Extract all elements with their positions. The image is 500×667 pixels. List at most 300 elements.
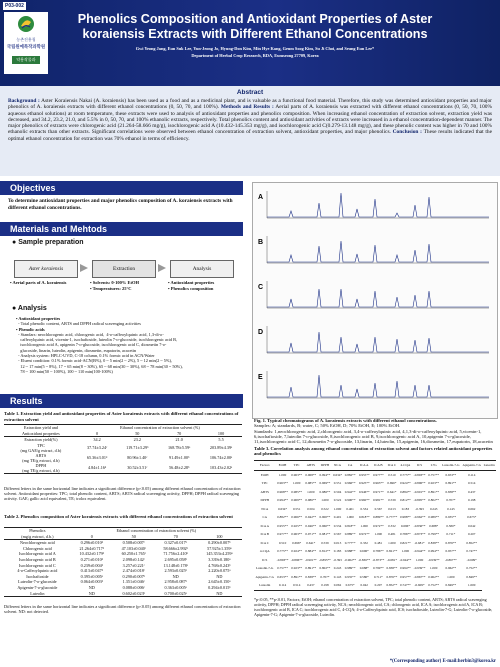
t2-cell: 2.645±0.150ᵃ <box>208 579 231 585</box>
table3-cell: 0.534 <box>333 523 342 528</box>
table3-cell: 0.522 <box>321 506 329 511</box>
table3-cell: 0.653** <box>445 472 457 477</box>
table3-cell: 0.989** <box>344 566 356 570</box>
table3-cell: 0.437 <box>468 489 476 494</box>
poster-header <box>0 0 500 86</box>
t2-row-label: Luteolin <box>30 590 45 596</box>
table3-cell: 4-CQA <box>259 549 270 553</box>
t2-row-label: 4-o-Caffeoylquinic acid <box>17 568 58 574</box>
table3-cell: 0.838** <box>305 574 317 579</box>
table3-cell: ICA A <box>260 523 269 528</box>
flow-step-extraction: Extraction <box>92 260 156 278</box>
table3-cell: 0.514 <box>468 481 476 485</box>
t1-row-label: DPPH <box>35 462 47 468</box>
table3-cell: 0.972** <box>358 532 370 536</box>
t2-cell: 145.353±4.259ᵃ <box>206 551 233 557</box>
table3-cell: 0.401 <box>333 515 342 519</box>
table3-cell: 0.957** <box>445 549 457 553</box>
table3-col-header: Apigenin-7-G <box>461 461 482 471</box>
t2-cell: 2.958±0.087ᵇ <box>164 579 187 585</box>
table2-note: Different letters in the same horizontal line indicates a significant difference (p<0.05) among different ethanol concentration of extraction solvent. ND: not detected. <box>4 604 241 615</box>
table3-cell: 0.994** <box>400 566 411 570</box>
table3-cell: 0.994** <box>277 498 288 502</box>
t1-cell: 80.96±1.40ᶜ <box>127 454 148 460</box>
table3-cell: 0.889** <box>344 532 356 536</box>
table1-header-label2: Antioxidant properties <box>4 431 78 437</box>
table3-row <box>254 573 496 582</box>
t1-row-label: ABTS <box>35 452 47 458</box>
table3-cell: 0.062 <box>332 581 343 590</box>
table3-cell: 0.747** <box>466 549 478 553</box>
t2-cell: ND <box>216 573 223 579</box>
table3-cell: 0.567 <box>333 532 342 536</box>
table3-cell: 0.969** <box>291 498 303 502</box>
table3-cell: -0.873** <box>372 557 385 562</box>
analysis-line: - Analysis system: HPLC-UVD, C-18 column, 0.1% formic acid in ACN/Water <box>16 353 155 359</box>
table3-cell: 0.957** <box>400 574 411 579</box>
table3-cell: 0.634* <box>277 506 288 511</box>
table3-cell: 0.955** <box>277 523 288 528</box>
table3-cell: 0.013 <box>388 506 396 511</box>
table3-cell: 0.013 <box>333 540 342 545</box>
table3-cell: 0.143 <box>447 506 455 511</box>
table3-cell: 0.183 <box>401 506 410 511</box>
t2-cell: 0.294±0.015ᵇ <box>208 584 231 590</box>
table3-cell: 0.971** <box>305 532 317 536</box>
table3-cell: 0.924** <box>291 549 303 553</box>
abstract-heading: Abstract <box>236 89 264 96</box>
table3-cell: 0.711* <box>446 532 456 536</box>
table3-cell: -0.901** <box>413 489 426 494</box>
sample-prep-heading: ● Sample preparation <box>12 239 84 246</box>
analysis-line: isochlorogenic acid A, apigenin 7-o-glucoside, isochlorogenic acid C, diosmetin 7-o- <box>16 342 167 348</box>
table3-cell: 0.675* <box>343 581 357 590</box>
chromatogram-trace <box>267 193 489 217</box>
table3-cell: 0.688* <box>359 566 369 570</box>
table3-cell: 0.752** <box>427 581 441 590</box>
t1-row-unit: (mg GAE/g extract, d.b) <box>20 447 62 453</box>
table3-cell: 0.981** <box>319 532 331 536</box>
chromatogram-trace <box>267 241 489 262</box>
table3-cell: -0.609* <box>412 581 426 590</box>
t2-cell: 0.395±0.005ᵃ <box>80 573 103 579</box>
chromatogram-trace <box>267 375 489 397</box>
authors: Gwi Yeong Jang, Eun Suk Lee, Yun-Jeong Jo, Hyung-Don Kim, Min Hye Kang, Geum Soog Kim, Su Ji Choi, and Seung Eun Lee* <box>135 46 375 51</box>
table3-cell: 1.000 <box>447 574 455 579</box>
table3-row <box>254 556 496 565</box>
table3-cell: ICA B <box>260 532 269 536</box>
t2-cell: 0.700±0.025ᵃ <box>155 591 197 597</box>
table3-cell: 0.985** <box>305 481 317 485</box>
table3-cell: 0.799** <box>373 566 384 570</box>
table3-cell: 0.818** <box>358 515 370 519</box>
analysis-line: - Eluent condition: 0.1% formic acid-ACN(B%), 0 ~ 5 min(2 ~ 2%), 5 ~ 12 min(2 ~ 5%), <box>16 358 172 364</box>
table3-cell: 0.963** <box>291 532 303 536</box>
institution-logo <box>4 12 48 74</box>
table3-cell: 0.641* <box>306 540 316 545</box>
table1-caption: Table 1. Extraction yield and antioxidant properties of Aster koraiensis extracts with different ethanol concentrations of extraction solvent <box>4 411 239 422</box>
table3-cell: 0.968** <box>305 472 317 477</box>
table3-cell: 0.942** <box>344 489 356 494</box>
table3-cell: 0.985** <box>291 489 303 494</box>
t2-row-name <box>4 591 71 597</box>
table3-cell: 0.752** <box>466 566 478 570</box>
table3-cell: 0.401 <box>346 506 354 511</box>
table3-cell: 1.000 <box>401 549 410 553</box>
table3-cell: 0.960** <box>358 498 370 502</box>
t1-cell: 30.52±3.51ᶜ <box>116 463 158 474</box>
table3-cell: 0.891** <box>305 566 317 570</box>
table3-cell: 0.539 <box>321 540 329 545</box>
table3-cell: 0.042 <box>357 581 371 590</box>
table3-cell: Luteolin-7-G <box>256 566 274 570</box>
t1-cell: 21.0 <box>175 437 183 443</box>
table3-cell: 0.567 <box>374 506 383 511</box>
table3-cell: 0.935** <box>344 574 356 579</box>
chromatogram-panel <box>257 189 493 221</box>
table3-col-header: Luteolin <box>482 461 496 471</box>
chromatogram-label: B <box>258 239 264 246</box>
arrow-right-icon <box>158 264 166 272</box>
t2-cell: 0.290±0.007ᵇ <box>208 540 231 546</box>
table3-cell: 0.786** <box>400 532 411 536</box>
table3-cell: 0.989** <box>428 515 440 519</box>
table3-cell: 1.000 <box>292 481 301 485</box>
table3-cell: 0.777** <box>344 540 356 545</box>
table3-cell: 0.114 <box>275 581 289 590</box>
background-text: Aster Koraiensis Nakai (A. koraiensis) has been used as a food and as a medicinal plant, and is valuable as a functional food material. Therefore, this study was determined antioxidant properties and major phenolics of A. koraiensis extracts with different ethanol concentrations (0, 50, 70, and 100%). <box>8 98 492 111</box>
table3-col-header: NCA <box>332 461 343 471</box>
table3-cell: 0.183 <box>333 549 342 553</box>
table3-cell: 0.481 <box>388 532 396 536</box>
table3-cell: 0.968** <box>277 489 288 494</box>
table3-cell: 0.675* <box>467 515 477 519</box>
table3-cell: -0.895** <box>413 498 426 502</box>
table3-cell: 0.960** <box>319 523 331 528</box>
table3-cell: 0.062 <box>468 506 476 511</box>
contact-info: *(Corresponding author) E-mail:herbin3@korea.kr <box>389 659 496 664</box>
t1-row-unit: (mg TE/g extract, d.b) <box>22 457 60 463</box>
t1-cell: 106.74±2.00ᵃ <box>209 454 233 460</box>
analysis-list <box>16 316 244 374</box>
logo-dept-name: 약용작물과 <box>12 56 40 64</box>
t1-cell: 168.78±5.59ᵃ <box>168 444 191 450</box>
t1-cell: 34.2 <box>93 437 101 443</box>
t2-cell: ND <box>71 591 113 597</box>
table3-cell: -0.836** <box>413 523 426 528</box>
table3-row <box>254 496 496 505</box>
abstract-body <box>8 98 492 142</box>
t2-cell: 71.756±2.410ᵇ <box>163 551 188 557</box>
table3-col-header: L7G <box>427 461 441 471</box>
table3-cell: 0.481 <box>374 540 383 545</box>
table3-cell: 0.504 <box>307 506 315 511</box>
analysis-line: • Antioxidant properties <box>16 316 61 321</box>
t2-cell: 60.250±1.765ᶜ <box>121 551 146 557</box>
table3-cell: 0.534 <box>360 506 368 511</box>
table3-cell: 0.551 <box>292 506 301 511</box>
table3-cell: 0.969** <box>319 481 331 485</box>
t2-cell: 21.264±0.717ᵈ <box>79 545 105 551</box>
table3-cell: 0.977** <box>373 472 384 477</box>
analysis-line: 12 ~ 17 min(5 ~ 8%), 17 ~ 65 min(8 ~ 30%), 65 ~ 68 min(30 ~ 30%), 68 ~ 78 min(30 ~ 50%), <box>16 363 183 369</box>
table3-cell: 0.966** <box>291 515 303 519</box>
table3-cell: 0.838** <box>428 540 440 545</box>
table3-cell: 0.986** <box>319 489 331 494</box>
table3-col-header: ICA C <box>385 461 398 471</box>
table3-cell: 0.962** <box>428 574 440 579</box>
table3-cell: 0.994** <box>428 549 440 553</box>
table3-cell: -0.609* <box>466 557 477 562</box>
t2-cell: 3.257±0.221ᶜ <box>122 562 145 568</box>
table3-cell: 0.963** <box>373 481 384 485</box>
sample-prep-label: Sample preparation <box>18 239 84 246</box>
arrow-right-icon <box>80 264 88 272</box>
table3-cell: 0.707* <box>320 574 330 579</box>
table3-col-header: ICA B <box>371 461 385 471</box>
table3-cell: -0.836** <box>358 557 371 562</box>
t1-cell: 4.84±1.16ᵈ <box>78 463 117 474</box>
t2-cell: 58.666±2.992ᵇ <box>163 545 188 551</box>
table3-col-header: ICS <box>412 461 426 471</box>
t2-cell: 10.432±0.179ᵈ <box>79 551 105 557</box>
t2-cell: ND <box>172 573 179 579</box>
table3-note: *p<0.05, **p<0.01, Factors; EtOH; ethanol concentration of extraction solvent, TPC; total phenolic content, ABTS; ABTS radical scavenging activity, DPPH; DPPH radical scavenging activity, NCA; neochlorogenic acid, CA; chlorogenic acid, ICA A; isochlorogenic acid A, ICA B; isochlorogenic acid B, ICA C; isochlorogenic acid C, 4-CQA; 4-o-Caffeoylquinic acid, ICS; isochaftoside, Luteolin-7-G; Luteolin-7-o-glucoside, Apigenin-7-G; Apigenin-7-o-glucoside, Luteolin. <box>254 597 493 617</box>
table3-cell: 0.711* <box>373 574 383 579</box>
table3-cell: 0.955** <box>358 472 370 477</box>
table3-cell: 0.747** <box>398 581 412 590</box>
table3-cell: 1.000 <box>374 532 383 536</box>
table3-cell: -0.901** <box>304 557 317 562</box>
t2-cell: 2.474±0.018ᶜ <box>122 568 145 574</box>
abstract-section <box>0 86 500 176</box>
analysis-line: - Total phenolic content, ABTS and DPPH radical scavenging activities <box>16 321 141 327</box>
methods-heading: Materials and Mehtods <box>0 222 243 236</box>
table3-cell: 0.838** <box>386 566 398 570</box>
table3-cell: 0.510 <box>278 540 287 545</box>
table3-cell: 1.000 <box>360 523 368 528</box>
table1-note: Different letters in the same horizontal line indicates a significant difference (p<0.05) among different ethanol concentration of extraction solvent. Antioxidant properties: TPC; total phenolic content, ABTS; ABTS radical scavenging activity, DPPH; DPPH radical scavenging activity. GAE; gallic acid equivalent, TE; trolox equivalent. <box>4 486 241 502</box>
table3-cell: 0.198 <box>468 498 476 502</box>
table3-cell: 0.812** <box>319 549 331 553</box>
t1-row <box>4 463 242 474</box>
table3-cell: 0.696* <box>387 481 397 485</box>
table3-cell: 0.757** <box>277 566 288 570</box>
flow-step-analysis: Analysis <box>170 260 234 278</box>
table3-cell: 1.000 <box>461 581 482 590</box>
table3-cell: 1.000 <box>388 540 396 545</box>
table3-col-header: CA <box>343 461 357 471</box>
table3-cell: 0.942** <box>305 515 317 519</box>
table3-row <box>254 539 496 548</box>
table3-cell: 0.775** <box>277 549 288 553</box>
table3-cell: 0.042 <box>468 523 476 528</box>
t2-col-header: 100 <box>197 534 242 540</box>
table3-cell: 0.580* <box>359 574 369 579</box>
objectives-heading: Objectives <box>0 181 243 195</box>
table3-col-header: TPC <box>290 461 304 471</box>
t2-cell: 2.593±0.025ᵇ <box>164 568 187 574</box>
t2-cell: 0.088±0.006ᶜ <box>122 584 145 590</box>
results-heading: Results <box>0 394 243 408</box>
table3-col-header: EtOH <box>275 461 289 471</box>
table3-cell: 0.946** <box>305 523 317 528</box>
table3-cell: 0.634* <box>332 472 343 477</box>
t2-cell: 0.239±0.004ᵈ <box>80 562 104 568</box>
table3-row <box>254 547 496 556</box>
table3-cell: 0.838** <box>445 489 457 494</box>
table3-cell: 0.821** <box>400 540 411 545</box>
table3-col-header: Factors <box>254 461 275 471</box>
table3-col-header: 4-CQA <box>398 461 412 471</box>
t1-cell: 23.2 <box>133 437 141 443</box>
conclusion-label: Conclusion : <box>392 129 422 136</box>
chromatogram-figure <box>252 182 498 419</box>
t2-cell: 0.413±0.047ᵈ <box>80 568 104 574</box>
t1-row <box>4 443 242 453</box>
t1-cell: 56.48±2.28ᵇ <box>158 463 200 474</box>
table3-cell: 0.504 <box>333 489 342 494</box>
t1-cell: 5.5 <box>218 437 224 443</box>
t2-cell: 0.271±0.010ᵈ <box>80 556 104 562</box>
table3-cell: 0.332 <box>360 540 368 545</box>
analysis-label: Analysis <box>17 305 47 312</box>
t1-row <box>4 453 242 463</box>
figure1-caption <box>254 418 496 444</box>
table2 <box>4 527 242 597</box>
table3-cell: 0.641* <box>387 489 397 494</box>
table3-row <box>254 530 496 539</box>
table3-row <box>254 581 496 590</box>
table3-caption: Table 3. Correlation analysis among ethanol concentration of extraction solvent and factors related antioxidant properties and phenolics <box>254 446 493 457</box>
table3-cell: 1.000 <box>307 489 315 494</box>
table3-cell: 0.925** <box>291 523 303 528</box>
table3-cell: 0.243 <box>429 506 438 511</box>
table3-cell: ICS <box>262 557 268 562</box>
table3-cell: 0.243 <box>333 566 342 570</box>
table3-cell: EtOH <box>260 472 269 477</box>
table3-cell: 0.522 <box>333 498 342 502</box>
table3-row <box>254 513 496 522</box>
table2-caption: Table 2. Phenolics composition of Aster koraiensis extracts with different ethanol concentrations of extraction solvent <box>4 514 233 519</box>
t2-cell: 57.925±1.359ᵃ <box>207 545 232 551</box>
table3-cell: 0.849** <box>441 581 461 590</box>
table3-cell: 0.988** <box>344 549 356 553</box>
t2-col-header: 50 <box>113 534 155 540</box>
t2-row-label: Isochlorogenic acid B <box>18 556 56 562</box>
t2-cell: 2.098±0.142ᶜ <box>122 556 145 562</box>
table3-cell: 0.925** <box>358 481 370 485</box>
table3-cell: -0.393 <box>333 557 342 562</box>
table3 <box>254 460 496 591</box>
table3-cell: Luteolin <box>254 581 275 590</box>
table3-cell: 0.891** <box>291 574 303 579</box>
table3-cell: 0.988** <box>400 515 411 519</box>
table3-cell: -0.873** <box>413 532 426 536</box>
table3-cell: 0.818** <box>344 523 356 528</box>
table3-cell: 0.946** <box>358 489 370 494</box>
table3-cell: 0.696* <box>359 549 369 553</box>
table3-cell: TPC <box>261 481 268 485</box>
table3-cell: 0.876** <box>445 540 457 545</box>
table3-row <box>254 488 496 497</box>
table3-cell: 0.198 <box>318 581 332 590</box>
table3-row <box>254 479 496 488</box>
flow-step-plant: Aster koraiensis <box>14 260 78 278</box>
table3-cell: 1.000 <box>429 566 438 570</box>
table3-cell: 0.539 <box>388 498 396 502</box>
table3-col-header: ICA A <box>357 461 371 471</box>
table3-cell: 0.852** <box>466 540 478 545</box>
t1-row-name <box>4 443 78 453</box>
t1-row-name <box>4 453 78 463</box>
t1-row-unit: (mg TE/g extract, d.b) <box>22 467 60 473</box>
table3-cell: 0.207 <box>468 532 476 536</box>
table3-cell: 0.994** <box>319 472 331 477</box>
table1-header-label: Extraction yield and <box>4 425 78 431</box>
table3-cell: 0.786** <box>373 549 384 553</box>
table3-cell: 0.207 <box>371 581 385 590</box>
t2-cell: 3.339±0.180ᵃ <box>208 556 231 562</box>
t1-cell: 65.36±3.01ᵈ <box>86 454 108 460</box>
table3-cell: 0.963** <box>277 481 288 485</box>
table3-cell: 0.962** <box>445 566 457 570</box>
t2-row-label: Chlorogenic acid <box>23 545 52 551</box>
methods-results-label: Methods and Results : <box>220 104 274 111</box>
logo-org-name: 농촌진흥청 <box>16 37 36 42</box>
table2-header-span: Ethanol concentration of extraction solvent (%) <box>71 528 242 534</box>
table3-cell: 0.849** <box>466 574 478 579</box>
table3-cell: 0.696* <box>400 523 410 528</box>
table3-row <box>254 470 496 479</box>
figure1-caption-line: Standards: 1,neochlorogenic acid, 2,chlorogenic acid, 3,4-o-caffeoylquinic acid, 4,1,3-di-o-caffeoylquinic acid, 5,vicenin-1, 6,isochaftoside, 7,luteolin 7-o-glucoside, 8,isochlorogenic acid B, 9,isochlorogenic acid A, 10,apigenin 7-o-glucoside, 11,isochlorogenic acid C, 12,diosmetin 7-o-glucoside, 13,linarin, 14,luteolin, 15,apigenin, 16,diosmetin, 17,eupatorin, 18,acacetin <box>254 428 493 445</box>
analysis-line: 78 ~ 100 min(50 ~ 100%), 100 ~ 110 min(100-100%) <box>16 368 113 374</box>
table3-cell: 0.802** <box>319 566 331 570</box>
t2-col-header: 70 <box>155 534 197 540</box>
table3-cell: 0.876** <box>386 574 398 579</box>
table3-cell: -0.962** <box>344 557 357 562</box>
background-label: Background : <box>8 98 40 104</box>
table3-cell: DPPH <box>260 498 269 502</box>
t1-col-header: 70 <box>158 431 200 437</box>
chromatogram-label: A <box>258 194 264 201</box>
figure1-caption-line: Fig. 1. Typical chromatograms of A. koraiensis extracts with different ethanol concentrations. <box>254 418 437 423</box>
t2-cell: 0.296±0.010ᵈ <box>80 540 104 546</box>
table3-cell: -0.962** <box>413 515 426 519</box>
table3-cell: 0.889** <box>373 515 384 519</box>
table3-cell: -0.867** <box>413 574 426 579</box>
flow-note-extraction: • Solvents: 0-100% EtOH • Temperatures: 25°C <box>90 280 139 291</box>
table3-cell: 0.143 <box>333 574 342 579</box>
table3-cell: ICA C <box>260 540 269 545</box>
t2-row-label: Isochlorogenic acid A <box>18 551 56 557</box>
table3-cell: -0.895** <box>318 557 331 562</box>
poster-id: P03-002 <box>5 3 24 9</box>
table3-cell: Apigenin-7-G <box>255 574 274 579</box>
table3-cell: -0.893** <box>413 472 426 477</box>
table3-cell: 1.000 <box>346 515 354 519</box>
table3-cell: 0.923** <box>428 481 440 485</box>
table3-cell: 0.971** <box>373 489 384 494</box>
table3-cell: -0.867** <box>444 557 457 562</box>
table3-cell: 0.802** <box>428 498 440 502</box>
table3-cell: -0.896** <box>290 557 303 562</box>
table3-cell: 0.514 <box>290 581 304 590</box>
t1-col-header: 0 <box>78 431 117 437</box>
table3-cell: 0.510 <box>388 472 396 477</box>
table3-cell: 0.696* <box>292 540 302 545</box>
analysis-line: - Standars: neochlorogenic acid, chlorogenic acid, 4-o-caffeoylquinic acid, 1,3-di-o- <box>16 331 164 337</box>
